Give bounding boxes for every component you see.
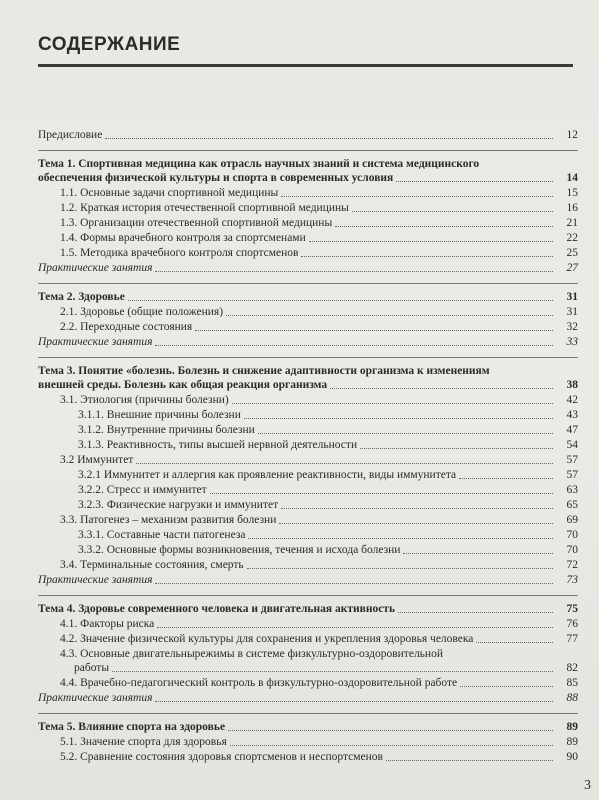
leader-dots: [136, 463, 553, 464]
section-divider: [38, 283, 578, 284]
toc-label: 1.4. Формы врачебного контроля за спортсменами: [60, 232, 306, 244]
toc-label: 4.4. Врачебно-педагогический контроль в физкультурно-оздоровительной работе: [60, 677, 458, 689]
toc-entry[interactable]: [38, 632, 578, 647]
toc-entry[interactable]: [38, 498, 578, 513]
toc-page: 38: [566, 379, 578, 391]
toc-page: 75: [566, 603, 578, 615]
toc-page: 57: [566, 469, 578, 481]
topic-3-title-line1[interactable]: Тема 3. Понятие «болезнь. Болезнь и снижение адаптивности организма к изменениям: [38, 365, 490, 377]
toc-page: 76: [566, 618, 578, 630]
toc-page: 90: [566, 751, 578, 763]
section-divider: [38, 713, 578, 714]
leader-dots: [210, 493, 553, 494]
toc-page: 16: [566, 202, 578, 214]
toc-entry[interactable]: [38, 558, 578, 573]
toc-page: 72: [566, 559, 578, 571]
toc-label: работы: [74, 662, 110, 674]
toc-entry[interactable]: [38, 513, 578, 528]
toc-page: 63: [566, 484, 578, 496]
leader-dots: [155, 271, 553, 272]
toc-entry[interactable]: [38, 320, 578, 335]
toc-entry[interactable]: [38, 543, 578, 558]
toc-entry[interactable]: [38, 246, 578, 261]
toc-page: 77: [566, 633, 578, 645]
leader-dots: [155, 345, 553, 346]
toc-entry-topic-4[interactable]: [38, 602, 578, 617]
toc-entry-topic-2[interactable]: [38, 290, 578, 305]
toc-label: 1.5. Методика врачебного контроля спортсменов: [60, 247, 299, 259]
toc-entry-practice[interactable]: [38, 573, 578, 588]
leader-dots: [195, 330, 553, 331]
toc-page: 89: [566, 721, 578, 733]
leader-dots: [226, 315, 553, 316]
toc-page: 85: [566, 677, 578, 689]
toc-entry[interactable]: [38, 438, 578, 453]
toc-page: 31: [566, 306, 578, 318]
toc-entry-practice[interactable]: [38, 335, 578, 350]
toc-page: 42: [566, 394, 578, 406]
leader-dots: [403, 553, 553, 554]
toc-label: 3.2 Иммунитет: [60, 454, 134, 466]
title-rule: [38, 64, 573, 67]
toc-entry[interactable]: [38, 676, 578, 691]
toc-entry-topic-3[interactable]: [38, 378, 578, 393]
page-title: СОДЕРЖАНИЕ: [38, 34, 181, 55]
toc-label: 3.2.3. Физические нагрузки и иммунитет: [78, 499, 279, 511]
toc-label: Практические занятия: [38, 574, 153, 586]
heading-block: [38, 34, 573, 67]
leader-dots: [112, 671, 553, 672]
toc-page: 33: [566, 336, 578, 348]
leader-dots: [301, 256, 553, 257]
toc-label: 3.2.2. Стресс и иммунитет: [78, 484, 207, 496]
toc-entry[interactable]: [38, 216, 578, 231]
leader-dots: [105, 138, 553, 139]
leader-dots: [398, 612, 553, 613]
toc-label: 3.2.1 Иммунитет и аллергия как проявление реактивности, виды иммунитета: [78, 469, 457, 481]
toc-label: 5.1. Значение спорта для здоровья: [60, 736, 227, 748]
toc-label: 3.1.1. Внешние причины болезни: [78, 409, 241, 421]
toc-label: 3.1. Этиология (причины болезни): [60, 394, 229, 406]
leader-dots: [247, 568, 553, 569]
leader-dots: [335, 226, 553, 227]
toc-page: 82: [566, 662, 578, 674]
toc-label: Тема 5. Влияние спорта на здоровье: [38, 721, 226, 733]
leader-dots: [155, 701, 553, 702]
toc-label: Практические занятия: [38, 692, 153, 704]
toc-label: 3.4. Терминальные состояния, смерть: [60, 559, 244, 571]
toc-page: 65: [566, 499, 578, 511]
toc-label: 3.3.2. Основные формы возникновения, течения и исхода болезни: [78, 544, 401, 556]
toc-page: 22: [566, 232, 578, 244]
toc-entry[interactable]: [38, 735, 578, 750]
toc-label: Предисловие: [38, 129, 103, 141]
leader-dots: [281, 508, 553, 509]
toc-entry-preface[interactable]: [38, 128, 578, 143]
toc-page: 31: [566, 291, 578, 303]
toc-page: 47: [566, 424, 578, 436]
page-number: 3: [584, 778, 591, 793]
toc-label: обеспечения физической культуры и спорта в современных условия: [38, 172, 394, 184]
toc-label: Практические занятия: [38, 262, 153, 274]
leader-dots: [258, 433, 553, 434]
leader-dots: [360, 448, 553, 449]
section-divider: [38, 150, 578, 151]
toc-entry[interactable]: [38, 528, 578, 543]
toc-page: 69: [566, 514, 578, 526]
toc-label: 5.2. Сравнение состояния здоровья спортсменов и неспортсменов: [60, 751, 383, 763]
leader-dots: [228, 730, 553, 731]
toc-entry-topic-5[interactable]: [38, 720, 578, 735]
toc-label: 3.3. Патогенез – механизм развития болезни: [60, 514, 277, 526]
toc-page: 43: [566, 409, 578, 421]
toc-entry-practice[interactable]: [38, 261, 578, 276]
table-of-contents: [38, 128, 578, 765]
toc-page: 15: [566, 187, 578, 199]
toc-label: 2.1. Здоровье (общие положения): [60, 306, 224, 318]
leader-dots: [459, 478, 553, 479]
toc-entry[interactable]: [38, 661, 578, 676]
toc-entry[interactable]: [38, 617, 578, 632]
section-divider: [38, 595, 578, 596]
toc-page: 70: [566, 529, 578, 541]
toc-label: 1.1. Основные задачи спортивной медицины: [60, 187, 279, 199]
toc-page: 89: [566, 736, 578, 748]
toc-label: 3.3.1. Составные части патогенеза: [78, 529, 246, 541]
toc-page: 27: [566, 262, 578, 274]
toc-page: 25: [566, 247, 578, 259]
toc-entry[interactable]: [38, 483, 578, 498]
toc-entry[interactable]: [38, 393, 578, 408]
toc-entry[interactable]: [38, 453, 578, 468]
leader-dots: [157, 627, 553, 628]
leader-dots: [230, 745, 553, 746]
leader-dots: [386, 760, 553, 761]
leader-dots: [352, 211, 553, 212]
toc-label: внешней среды. Болезнь как общая реакция организма: [38, 379, 328, 391]
toc-page: 57: [566, 454, 578, 466]
toc-entry[interactable]: [38, 750, 578, 765]
leader-dots: [155, 583, 553, 584]
leader-dots: [460, 686, 553, 687]
toc-entry[interactable]: [38, 201, 578, 216]
section-divider: [38, 357, 578, 358]
toc-label: 3.1.2. Внутренние причины болезни: [78, 424, 255, 436]
leader-dots: [279, 523, 553, 524]
leader-dots: [330, 388, 553, 389]
toc-label: 1.2. Краткая история отечественной спортивной медицины: [60, 202, 349, 214]
toc-label: Практические занятия: [38, 336, 153, 348]
toc-entry[interactable]: [38, 305, 578, 320]
leader-dots: [396, 181, 553, 182]
toc-page: 88: [566, 692, 578, 704]
toc-label: 3.1.3. Реактивность, типы высшей нервной деятельности: [78, 439, 358, 451]
toc-entry[interactable]: [38, 231, 578, 246]
toc-page: 73: [566, 574, 578, 586]
topic-1-title-line1[interactable]: Тема 1. Спортивная медицина как отрасль научных знаний и система медицинского: [38, 158, 480, 170]
toc-page: 54: [566, 439, 578, 451]
leader-dots: [248, 538, 553, 539]
leader-dots: [244, 418, 553, 419]
toc-entry-topic-1[interactable]: [38, 171, 578, 186]
toc-page: 32: [566, 321, 578, 333]
toc-entry[interactable]: [38, 408, 578, 423]
toc-entry[interactable]: [38, 423, 578, 438]
leader-dots: [128, 300, 553, 301]
leader-dots: [476, 642, 553, 643]
toc-label: Тема 2. Здоровье: [38, 291, 125, 303]
leader-dots: [281, 196, 553, 197]
toc-label: 4.2. Значение физической культуры для сохранения и укрепления здоровья человека: [60, 633, 474, 645]
toc-entry[interactable]: [38, 468, 578, 483]
toc-page: 12: [566, 129, 578, 141]
leader-dots: [309, 241, 553, 242]
toc-label: 1.3. Организации отечественной спортивной медицины: [60, 217, 333, 229]
toc-entry[interactable]: [38, 186, 578, 201]
toc-label: 4.1. Факторы риска: [60, 618, 155, 630]
toc-page: 21: [566, 217, 578, 229]
toc-label: Тема 4. Здоровье современного человека и двигательная активность: [38, 603, 396, 615]
toc-entry-practice[interactable]: [38, 691, 578, 706]
toc-page: 14: [566, 172, 578, 184]
toc-page: 70: [566, 544, 578, 556]
leader-dots: [232, 403, 553, 404]
toc-entry-line1[interactable]: 4.3. Основные двигательнырежимы в системе физкультурно-оздоровительной: [60, 648, 443, 660]
toc-label: 2.2. Переходные состояния: [60, 321, 193, 333]
